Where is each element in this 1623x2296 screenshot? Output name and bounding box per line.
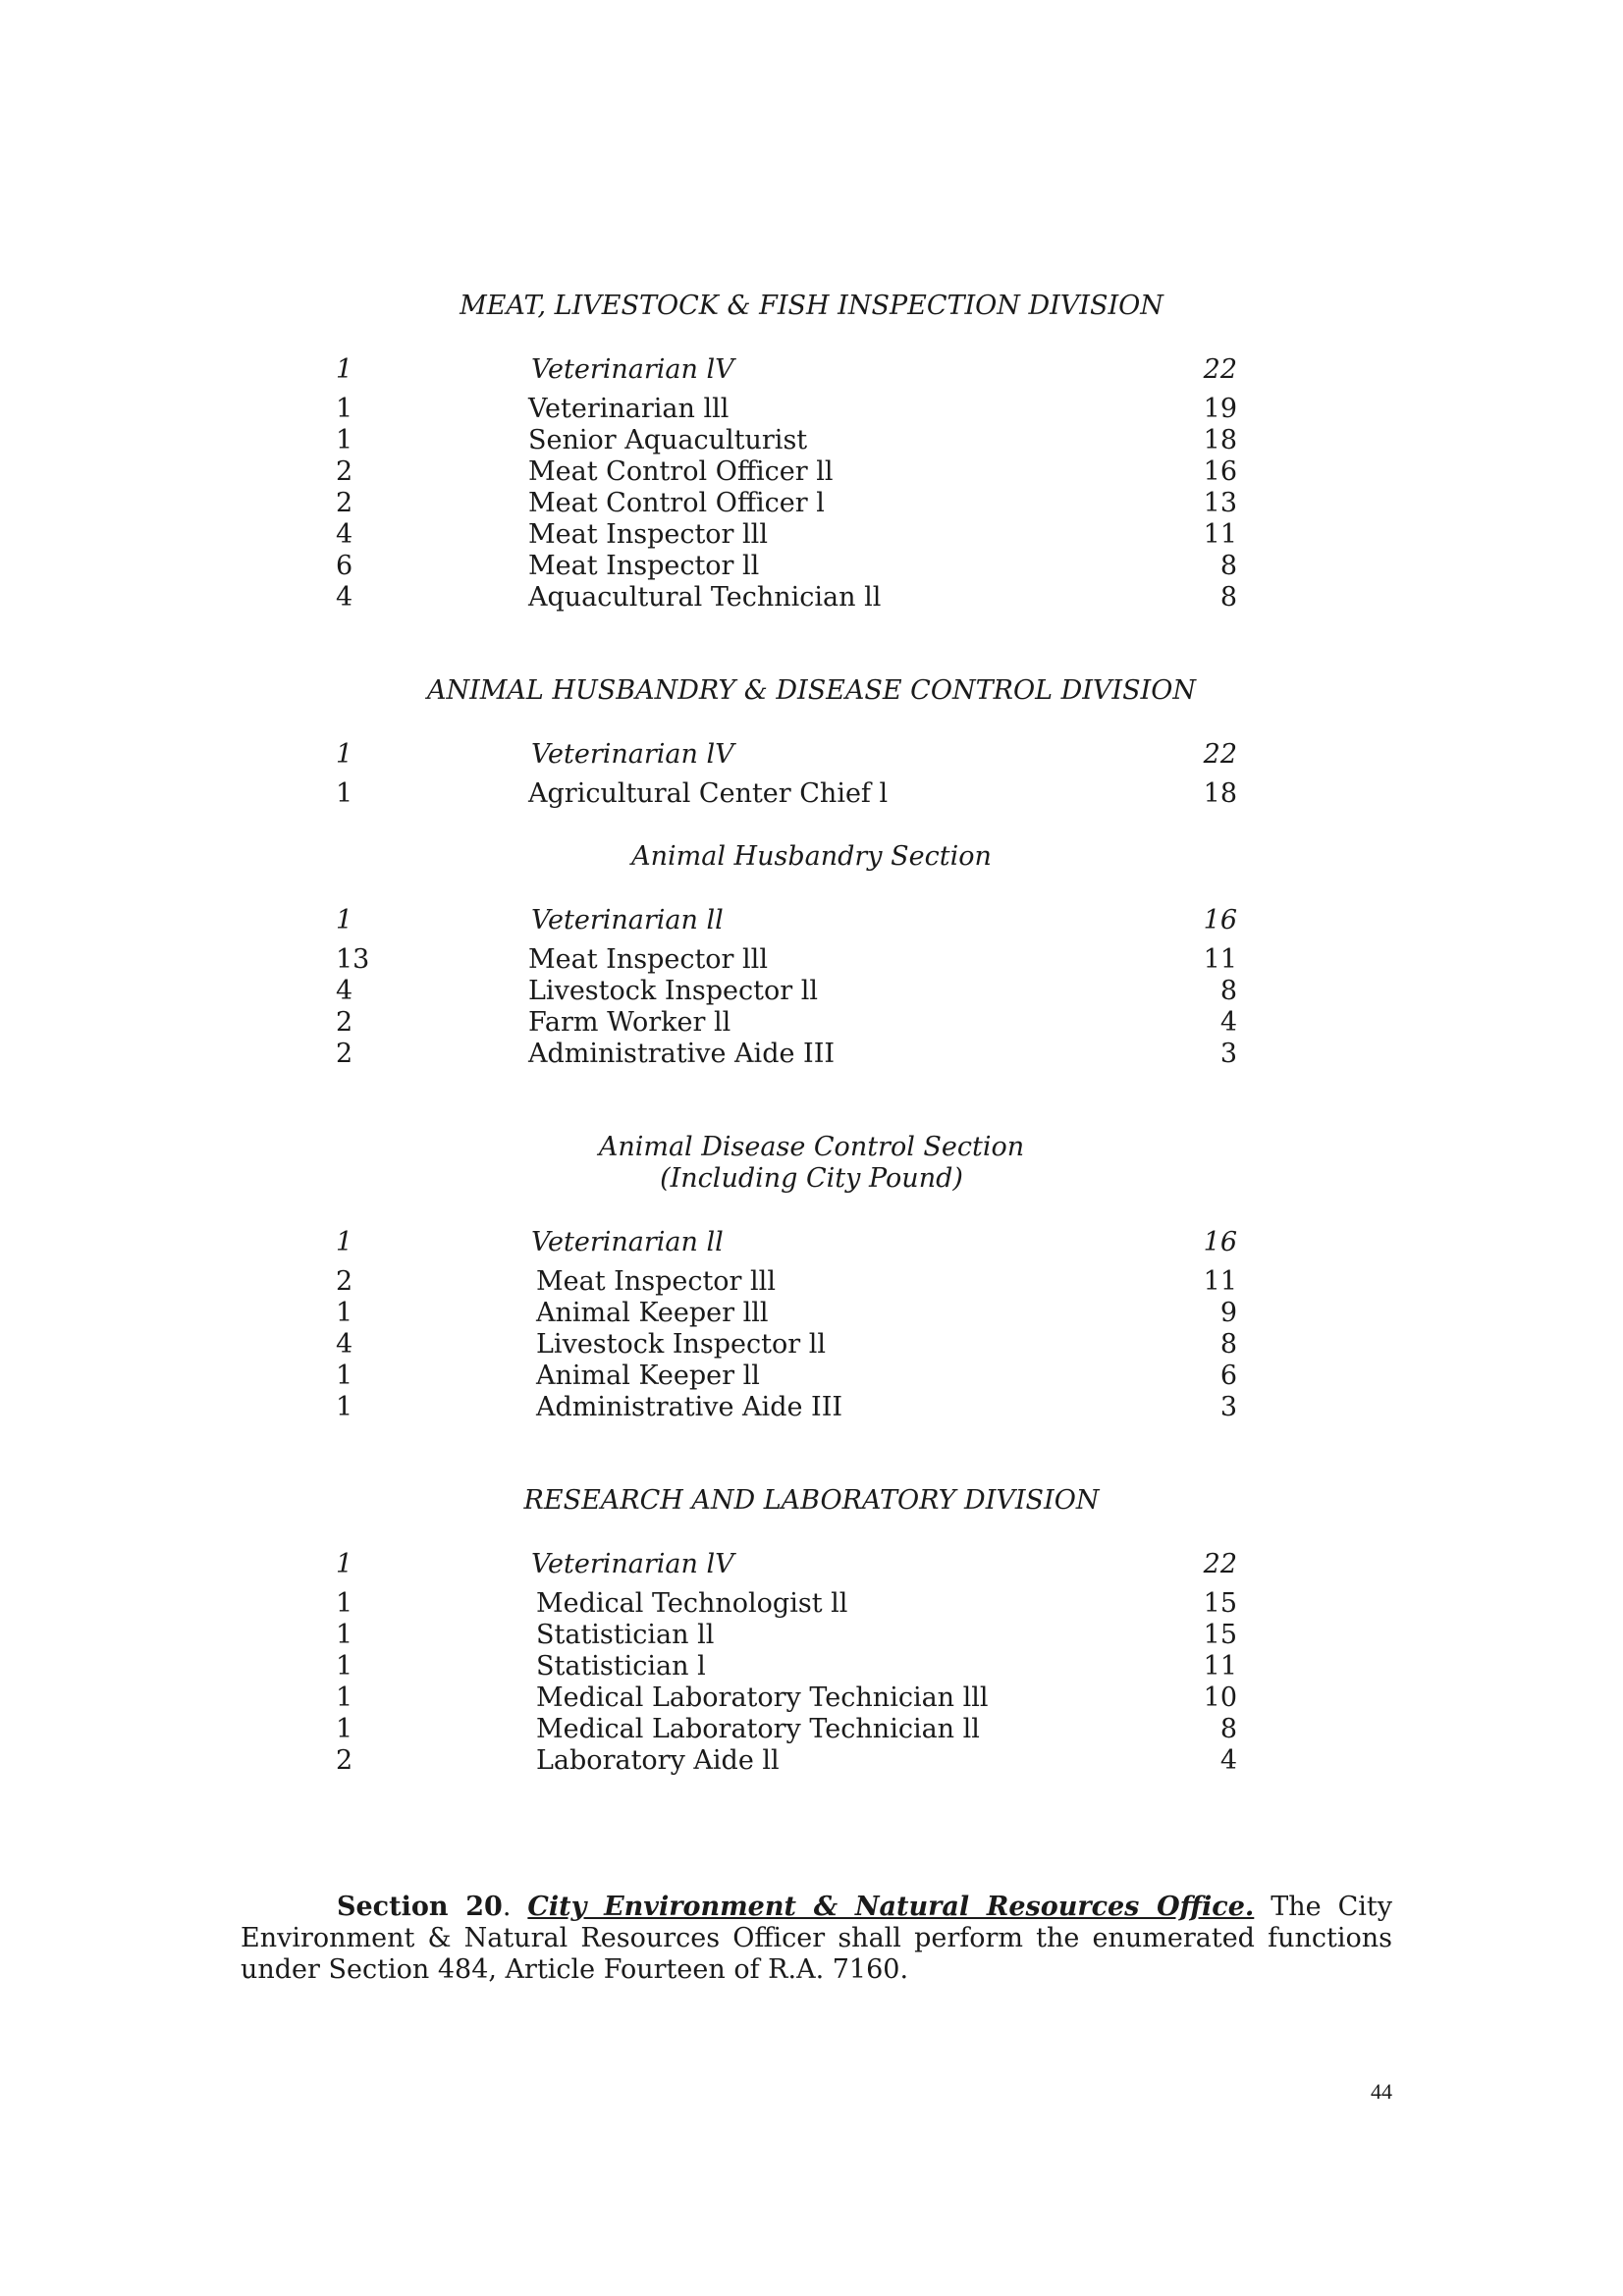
table-row [0,1682,1623,1714]
salary-grade: 8 [1219,582,1237,613]
salary-grade: 11 [1203,1651,1237,1682]
page-number: 44 [1371,2079,1392,2104]
qty: 13 [336,944,370,975]
section-20-paragraph [241,1892,1392,1986]
table-row [0,582,1623,614]
position: Veterinarian ll [531,1227,724,1257]
qty: 6 [336,551,353,581]
table-row-head [0,1549,1623,1580]
position: Medical Laboratory Technician ll [536,1714,980,1744]
salary-grade: 9 [1219,1298,1237,1328]
section-label: Section 20 [337,1892,503,1922]
table-row-head [0,739,1623,771]
salary-grade: 22 [1203,354,1237,385]
salary-grade: 3 [1219,1039,1237,1069]
salary-grade: 18 [1203,778,1237,809]
salary-grade: 8 [1219,1714,1237,1744]
qty: 1 [336,1227,353,1257]
division-heading: MEAT, LIVESTOCK & FISH INSPECTION DIVISION [460,291,1163,321]
position: Animal Keeper ll [536,1361,760,1391]
qty: 1 [336,354,353,385]
position: Statistician l [536,1651,706,1682]
qty: 2 [336,1039,353,1069]
section-heading: Animal Husbandry Section [631,841,992,872]
salary-grade: 6 [1219,1361,1237,1391]
table-row [0,1361,1623,1392]
position: Agricultural Center Chief l [528,778,889,809]
table-row [0,1266,1623,1298]
qty: 2 [336,1266,353,1297]
salary-grade: 15 [1203,1588,1237,1619]
division-heading: RESEARCH AND LABORATORY DIVISION [523,1485,1100,1516]
position: Veterinarian lll [528,394,730,424]
qty: 4 [336,976,353,1006]
salary-grade: 8 [1219,1329,1237,1360]
section-heading: Animal Disease Control Section [598,1132,1025,1162]
salary-grade: 4 [1219,1007,1237,1038]
salary-grade: 22 [1203,739,1237,770]
qty: 1 [336,1588,353,1619]
salary-grade: 11 [1203,1266,1237,1297]
qty: 1 [336,1549,353,1579]
table-row [0,488,1623,519]
salary-grade: 10 [1203,1682,1237,1713]
position: Administrative Aide III [528,1039,836,1069]
table-row [0,1588,1623,1620]
table-row [0,778,1623,810]
section-title: City Environment & Natural Resources Office. [527,1892,1255,1922]
qty: 2 [336,1745,353,1776]
qty: 4 [336,519,353,550]
position: Meat Control Officer l [528,488,825,518]
table-row [0,1392,1623,1423]
table-row [0,944,1623,976]
table-row [0,1651,1623,1682]
table-row [0,1007,1623,1039]
position: Aquacultural Technician ll [528,582,882,613]
table-row [0,1298,1623,1329]
position: Laboratory Aide ll [536,1745,780,1776]
qty: 1 [336,1714,353,1744]
qty: 2 [336,488,353,518]
position: Statistician ll [536,1620,715,1650]
qty: 1 [336,739,353,770]
salary-grade: 18 [1203,425,1237,455]
section-body: The City Environment & Natural Resources Officer shall perform the enumerated functions under Section 484, Article Fourteen of R.A. 7160. [241,1892,1392,1985]
qty: 1 [336,778,353,809]
qty: 1 [336,1298,353,1328]
table-row [0,1620,1623,1651]
qty: 4 [336,582,353,613]
table-row [0,1039,1623,1070]
table-row [0,1329,1623,1361]
section-subheading: (Including City Pound) [660,1163,963,1194]
position: Livestock Inspector ll [528,976,818,1006]
table-row [0,519,1623,551]
position: Meat Inspector lll [528,944,768,975]
position: Veterinarian lV [531,739,734,770]
qty: 1 [336,1651,353,1682]
position: Veterinarian ll [531,905,724,935]
position: Meat Control Officer ll [528,456,834,487]
table-row [0,394,1623,425]
position: Livestock Inspector ll [536,1329,826,1360]
table-row [0,1714,1623,1745]
qty: 4 [336,1329,353,1360]
table-row-head [0,354,1623,386]
salary-grade: 11 [1203,519,1237,550]
position: Senior Aquaculturist [528,425,808,455]
table-row [0,976,1623,1007]
qty: 1 [336,425,353,455]
position: Meat Inspector lll [528,519,768,550]
section-label-separator: . [502,1892,528,1922]
qty: 1 [336,1682,353,1713]
qty: 2 [336,456,353,487]
qty: 1 [336,1392,353,1422]
division-heading: ANIMAL HUSBANDRY & DISEASE CONTROL DIVISION [427,675,1196,706]
salary-grade: 8 [1219,976,1237,1006]
salary-grade: 19 [1203,394,1237,424]
position: Veterinarian lV [531,1549,734,1579]
position: Meat Inspector lll [536,1266,776,1297]
qty: 1 [336,905,353,935]
table-row [0,425,1623,456]
table-row [0,456,1623,488]
table-row [0,1745,1623,1777]
position: Farm Worker ll [528,1007,731,1038]
position: Animal Keeper lll [536,1298,769,1328]
salary-grade: 13 [1203,488,1237,518]
position: Veterinarian lV [531,354,734,385]
table-row [0,551,1623,582]
qty: 1 [336,1361,353,1391]
qty: 1 [336,1620,353,1650]
salary-grade: 3 [1219,1392,1237,1422]
salary-grade: 4 [1219,1745,1237,1776]
salary-grade: 16 [1203,1227,1237,1257]
table-row-head [0,1227,1623,1258]
salary-grade: 22 [1203,1549,1237,1579]
position: Medical Laboratory Technician lll [536,1682,989,1713]
salary-grade: 16 [1203,456,1237,487]
position: Administrative Aide III [536,1392,843,1422]
qty: 2 [336,1007,353,1038]
salary-grade: 8 [1219,551,1237,581]
table-row-head [0,905,1623,936]
salary-grade: 16 [1203,905,1237,935]
salary-grade: 15 [1203,1620,1237,1650]
salary-grade: 11 [1203,944,1237,975]
position: Meat Inspector ll [528,551,760,581]
qty: 1 [336,394,353,424]
position: Medical Technologist ll [536,1588,848,1619]
